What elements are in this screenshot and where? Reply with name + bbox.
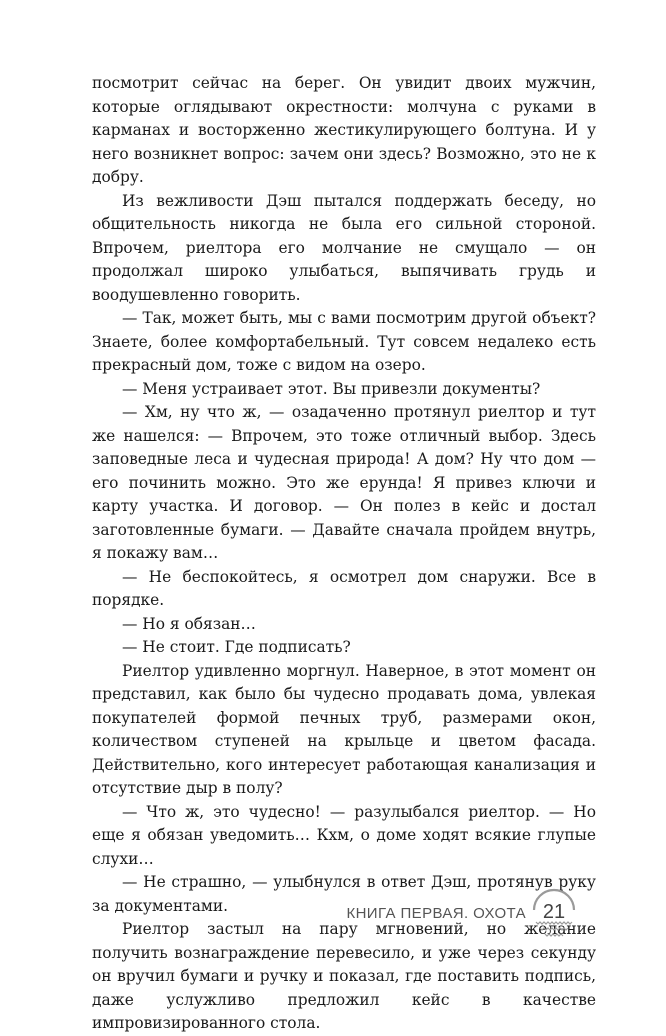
paragraph: Риелтор застыл на пару мгновений, но желание получить вознаграждение перевесило, и уже через секунду он вручил бумаги и ручку и показал, где поставить подпись, даже услужливо предложил кейс в качестве импровизированного стола. <box>92 920 596 1032</box>
running-title: КНИГА ПЕРВАЯ. ОХОТА <box>346 905 526 922</box>
page-number: 21 <box>542 901 566 923</box>
paragraph: посмотрит сейчас на берег. Он увидит двоих мужчин, которые оглядывают окрестности: молчуна с руками в карманах и восторженно жестикулирующего болтуна. И у него возникнет вопрос: зачем они здесь? Возможно, это не к добру. <box>92 74 596 186</box>
paragraph: — Не беспокойтесь, я осмотрел дом снаружи. Все в порядке. <box>92 567 596 609</box>
paragraph: Из вежливости Дэш пытался поддержать беседу, но общительность никогда не была его сильной стороной. Впрочем, риелтора его молчание не смущало — он продолжал широко улыбаться, выпячивать грудь и воодушевленно говорить. <box>92 191 596 304</box>
paragraph: — Но я обязан… <box>122 614 256 633</box>
page-number-badge <box>528 888 580 940</box>
paragraph: — Не стоит. Где подписать? <box>122 638 351 656</box>
paragraph: Риелтор удивленно моргнул. Наверное, в этот момент он представил, как было бы чудесно продавать дома, увлекая покупателей формой печных труб, размерами окон, количеством ступеней на крыльце и цветом фасада. Действительно, кого интересует работающая канализация и отсутствие дыр в полу? <box>92 661 596 797</box>
paragraph: — Так, может быть, мы с вами посмотрим другой объект? Знаете, более комфортабельный. Тут совсем недалеко есть прекрасный дом, тоже с видом на озеро. <box>92 309 596 374</box>
paragraph: — Хм, ну что ж, — озадаченно протянул риелтор и тут же нашелся: — Впрочем, это тоже отличный выбор. Здесь заповедные леса и чудесная природа! А дом? Ну что дом — его починить можно. Это же ерунда! Я привез ключи и карту участка. И договор. — Он полез в кейс и достал заготовленные бумаги. — Давайте сначала пройдем внутрь, я покажу вам… <box>92 403 596 562</box>
paragraph: — Что ж, это чудесно! — разулыбался риелтор. — Но еще я обязан уведомить… Кхм, о доме ходят всякие глупые слухи… <box>92 802 596 868</box>
page-body <box>92 72 596 1036</box>
paragraph: — Не страшно, — улыбнулся в ответ Дэш, протянув руку за документами. <box>92 873 596 915</box>
paragraph: — Меня устраивает этот. Вы привезли документы? <box>122 379 541 398</box>
